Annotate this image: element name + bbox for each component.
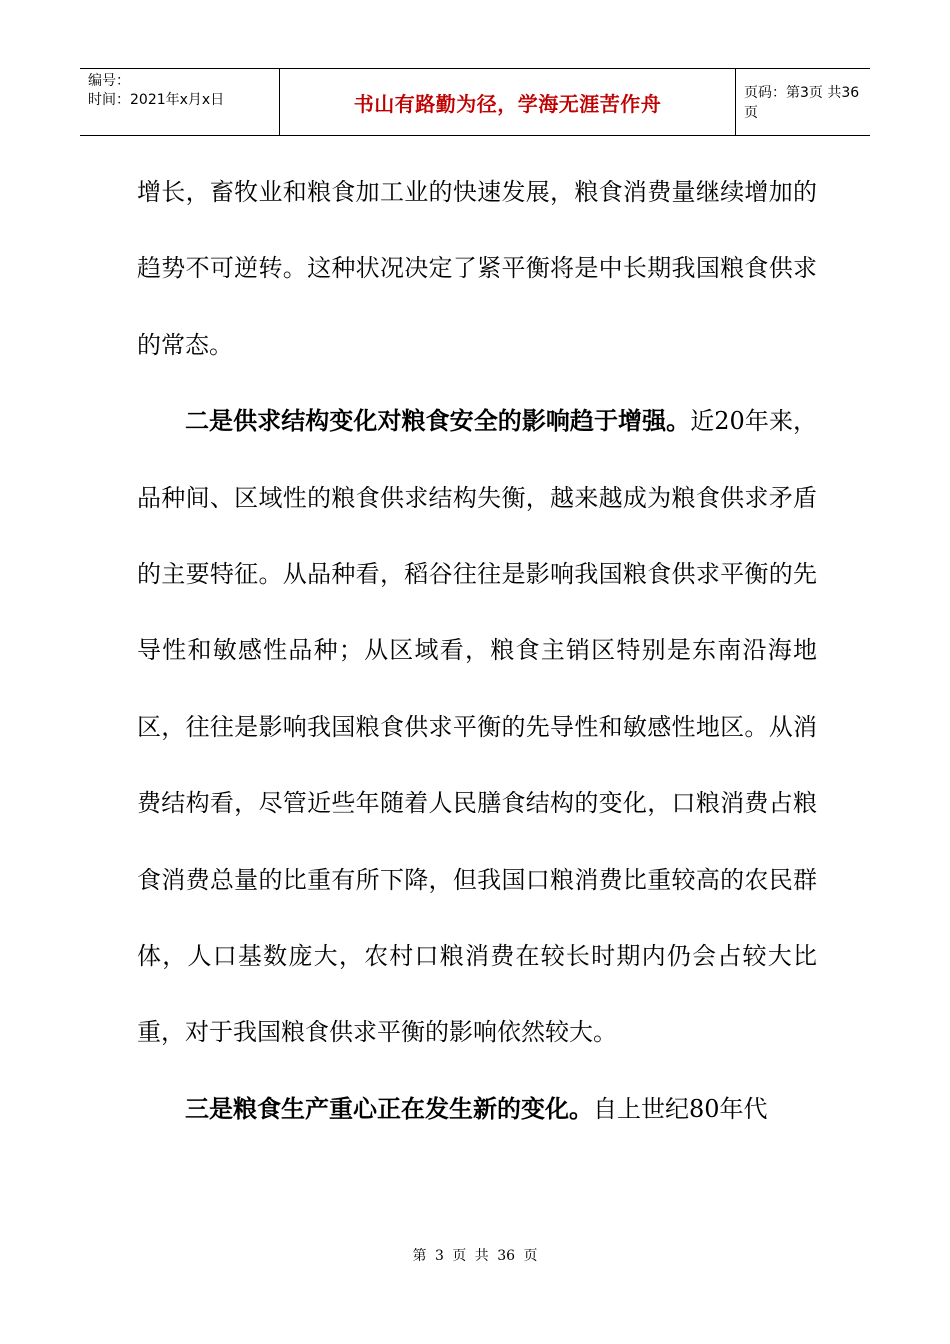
paragraph-production-shift (137, 1071, 817, 1147)
page-footer: 第 3 页 共 36 页 (412, 1248, 538, 1264)
time-label: 时间：2021年x月x日 (88, 92, 225, 108)
header-page-code: 页码：第3页 共36页 (744, 85, 860, 121)
header-meta (80, 69, 280, 135)
paragraph-continuation: 增长，畜牧业和粮食加工业的快速发展，粮食消费量继续增加的趋势不可逆转。这种状况决定了紧平衡将是中长期我国粮食供求的常态。 (137, 178, 817, 359)
page-header (80, 68, 870, 136)
document-body (137, 154, 817, 1147)
paragraph-text: 近20年来，品种间、区域性的粮食供求结构失衡，越来越成为粮食供求矛盾的主要特征。从品种看，稻谷往往是影响我国粮食供求平衡的先导性和敏感性品种；从区域看，粮食主销区特别是东南沿海地区，往往是影响我国粮食供求平衡的先导性和敏感性地区。从消费结构看，尽管近些年随着人民膳食结构的变化，口粮消费占粮食消费总量的比重有所下降，但我国口粮消费比重较高的农民群体，人口基数庞大，农村口粮消费在较长时期内仍会占较大比重，对于我国粮食供求平衡的影响依然较大。 (137, 407, 818, 1047)
paragraph-supply-structure (137, 383, 817, 1071)
paragraph-heading: 二是供求结构变化对粮食安全的影响趋于增强。 (185, 406, 691, 436)
paragraph-text: 自上世纪80年代 (593, 1094, 768, 1123)
header-motto: 书山有路勤为径，学海无涯苦作舟 (280, 69, 736, 135)
paragraph-heading: 三是粮食生产重心正在发生新的变化。 (185, 1093, 593, 1123)
number-label: 编号： (88, 73, 130, 89)
